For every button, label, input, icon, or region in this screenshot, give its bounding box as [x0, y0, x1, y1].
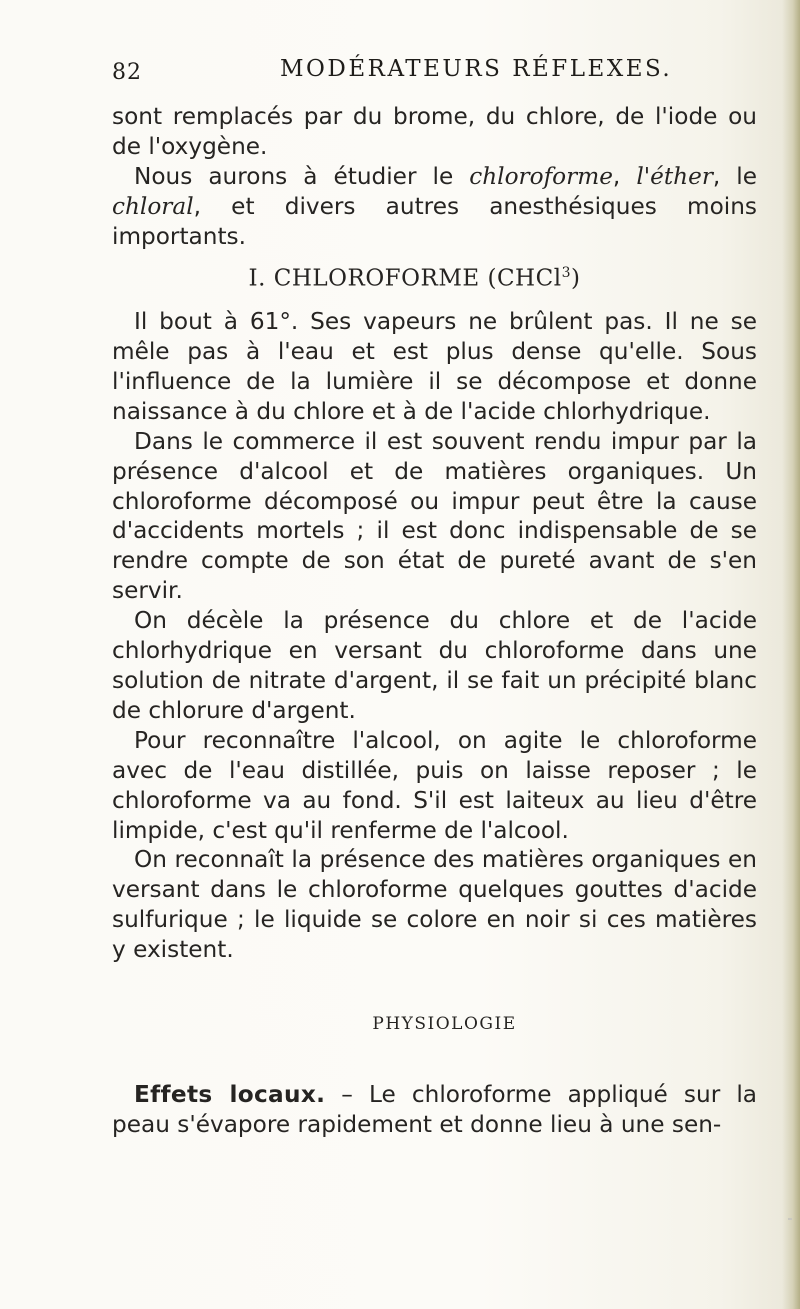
italic-term-chloroforme: chloroforme	[469, 162, 613, 190]
page-body	[112, 102, 757, 1140]
text-run: ,	[612, 162, 637, 190]
text-run: – Le chloroforme appliqué sur la peau s'évapore rapidement et donne lieu à une sen-	[112, 1080, 757, 1138]
text-run: , et divers autres anesthésiques moins importants.	[112, 192, 757, 250]
paragraph-organic-test: On reconnaît la présence des matières organiques en versant dans le chloroforme quelques gouttes d'acide sulfurique ; le liquide se colore en noir si ces matières y existent.	[112, 846, 757, 964]
run-in-heading: Effets locaux.	[134, 1080, 326, 1108]
paragraph-chlore-test: On décèle la présence du chlore et de l'acide chlorhydrique en versant du chloroforme dans une solution de nitrate d'argent, il se fait un précipité blanc de chlorure d'argent.	[112, 607, 757, 724]
section-title	[112, 259, 757, 295]
page-edge	[782, 0, 800, 1309]
paragraph-commerce: Dans le commerce il est souvent rendu impur par la présence d'alcool et de matières organiques. Un chloroforme décomposé ou impur peut être la cause d'accidents mortels ; il est donc indispensable de se rendre compte de son état de pureté avant de s'en servir.	[112, 427, 757, 605]
margin-mark	[788, 1218, 792, 1220]
running-head: MODÉRATEURS RÉFLEXES.	[280, 56, 673, 82]
paragraph-anesthetics	[112, 162, 757, 252]
italic-term-ether: l'éther	[636, 162, 713, 190]
section-title-close: )	[570, 265, 581, 292]
section-title-subscript: 3	[561, 264, 571, 281]
page-header	[112, 52, 742, 86]
text-run: , le	[712, 162, 758, 190]
italic-term-chloral: chloral	[112, 192, 194, 220]
paragraph-properties: Il bout à 61°. Ses vapeurs ne brûlent pas. Il ne se mêle pas à l'eau et est plus dense qu'elle. Sous l'influence de la lumière il se décompose et donne naissance à du chlore et à de l'acide chlorhydrique.	[112, 308, 757, 425]
paragraph-continuation: sont remplacés par du brome, du chlore, de l'iode ou de l'oxygène.	[112, 103, 757, 160]
paragraph-alcool-test: Pour reconnaître l'alcool, on agite le chloroforme avec de l'eau distillée, puis on laisse reposer ; le chloroforme va au fond. S'il est laiteux au lieu d'être limpide, c'est qu'il renferme de l'alcool.	[112, 726, 757, 844]
text-run: Nous aurons à étudier le	[134, 162, 470, 190]
page-number: 82	[112, 60, 142, 85]
section-title-text: I. CHLOROFORME (CHCl	[248, 265, 562, 292]
subsection-title: PHYSIOLOGIE	[372, 1014, 517, 1035]
paragraph-local-effects	[112, 1080, 757, 1140]
